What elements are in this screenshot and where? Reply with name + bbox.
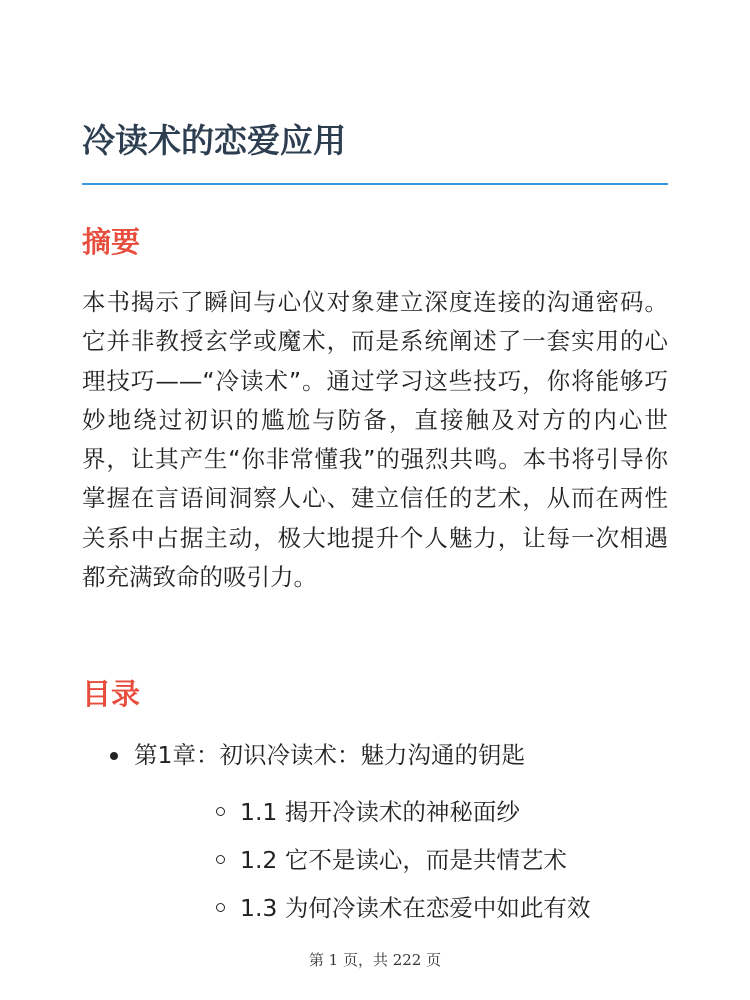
hollow-bullet-icon (216, 855, 225, 864)
toc-chapter-label: 第1章：初识冷读术：魅力沟通的钥匙 (134, 741, 525, 769)
filled-bullet-icon (110, 752, 118, 760)
hollow-bullet-icon (216, 807, 225, 816)
toc-section-1-2 (134, 836, 668, 884)
toc-section-1-1 (134, 788, 668, 836)
abstract-paragraph: 本书揭示了瞬间与心仪对象建立深度连接的沟通密码。它并非教授玄学或魔术，而是系统阐述了一套实用的心理技巧——“冷读术”。通过学习这些技巧，你将能够巧妙地绕过初识的尴尬与防备，直接触及对方的内心世界，让其产生“你非常懂我”的强烈共鸣。本书将引导你掌握在言语间洞察人心、建立信任的艺术，从而在两性关系中占据主动，极大地提升个人魅力，让每一次相遇都充满致命的吸引力。 (82, 288, 668, 592)
page-number-footer: 第 1 页，共 222 页 (308, 951, 442, 969)
book-title: 冷读术的恋爱应用 (82, 121, 346, 160)
toc-section-label: 1.2 它不是读心，而是共情艺术 (240, 846, 567, 874)
title-divider (82, 183, 668, 185)
document-page (82, 0, 668, 1000)
toc-list (82, 735, 668, 932)
toc-heading: 目录 (82, 677, 141, 711)
toc-section-label: 1.3 为何冷读术在恋爱中如此有效 (240, 894, 591, 922)
toc-section-list (134, 788, 668, 932)
abstract-heading: 摘要 (82, 225, 141, 259)
hollow-bullet-icon (216, 903, 225, 912)
toc-chapter-1 (82, 735, 668, 932)
toc-section-label: 1.1 揭开冷读术的神秘面纱 (240, 798, 520, 826)
toc-section-1-3 (134, 884, 668, 932)
